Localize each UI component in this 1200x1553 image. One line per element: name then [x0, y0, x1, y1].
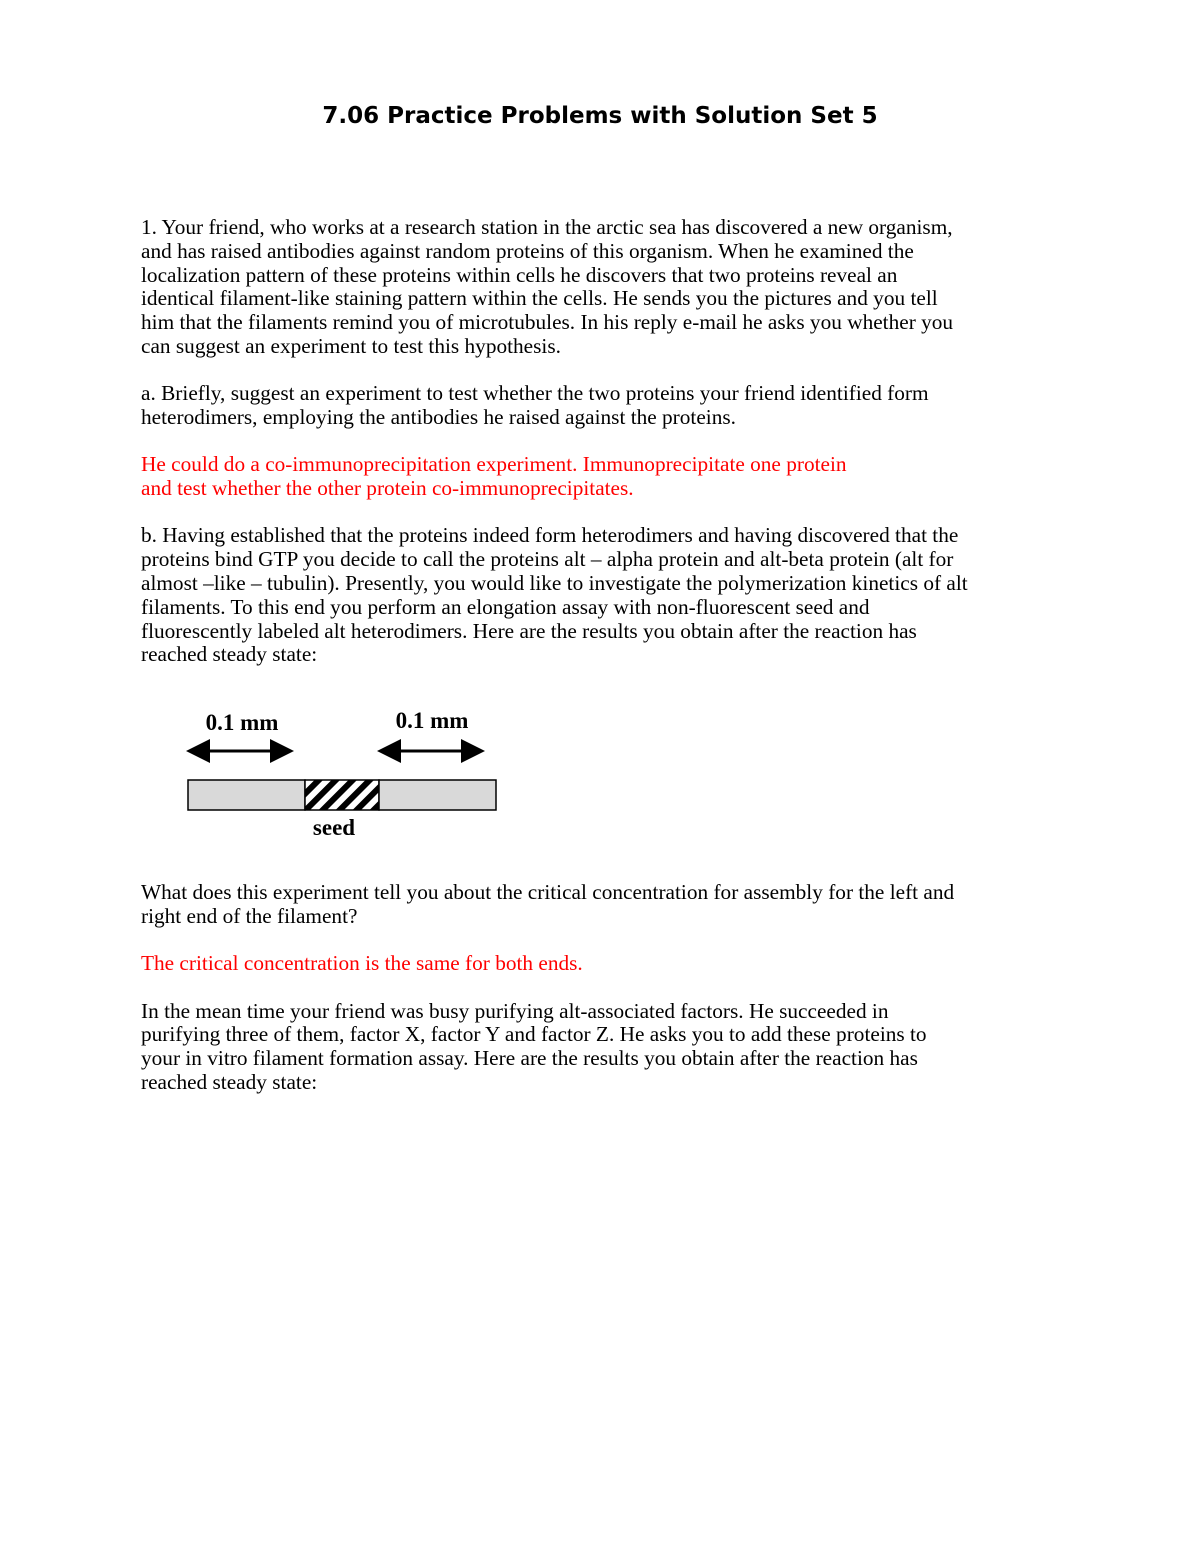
text-line: and has raised antibodies against random proteins of this organism. When he examined the	[141, 238, 914, 263]
text-line: heterodimers, employing the antibodies he raised against the proteins.	[141, 405, 736, 430]
text-line: fluorescently labeled alt heterodimers. Here are the results you obtain after the reaction has	[141, 618, 917, 643]
text-line: your in vitro filament formation assay. Here are the results you obtain after the reaction has	[141, 1046, 918, 1071]
seed-label: seed	[312, 815, 356, 841]
answer-line: and test whether the other protein co-immunoprecipitates.	[141, 476, 634, 501]
text-line: What does this experiment tell you about the critical concentration for assembly for the left and	[141, 880, 955, 905]
right-filament-segment	[379, 780, 496, 810]
question-b	[141, 524, 1071, 667]
answer-a	[141, 453, 1071, 501]
page-title: 7.06 Practice Problems with Solution Set 5	[322, 103, 878, 129]
question-c-intro	[141, 1000, 1071, 1095]
answer-b	[141, 952, 1071, 976]
question-b-prompt	[141, 881, 1071, 929]
answer-line: The critical concentration is the same for both ends.	[141, 951, 583, 976]
text-line: 1. Your friend, who works at a research station in the arctic sea has discovered a new organism,	[141, 215, 953, 239]
text-line: In the mean time your friend was busy purifying alt-associated factors. He succeeded in	[141, 998, 889, 1023]
left-filament-segment	[188, 780, 305, 810]
text-line: him that the filaments remind you of microtubules. In his reply e-mail he asks you whether you	[141, 310, 954, 335]
answer-line: He could do a co-immunoprecipitation experiment. Immunoprecipitate one protein	[141, 452, 847, 477]
text-line: right end of the filament?	[141, 904, 358, 929]
text-line: almost –like – tubulin). Presently, you would like to investigate the polymerization kinetics of alt	[141, 571, 968, 596]
document-body	[141, 216, 1071, 1118]
text-line: b. Having established that the proteins indeed form heterodimers and having discovered that the	[141, 523, 959, 548]
right-scale-label: 0.1 mm	[395, 708, 469, 734]
left-scale-label: 0.1 mm	[205, 710, 279, 736]
text-line: proteins bind GTP you decide to call the proteins alt – alpha protein and alt-beta protein (alt for	[141, 547, 954, 572]
text-line: a. Briefly, suggest an experiment to test whether the two proteins your friend identified form	[141, 381, 929, 406]
filament-elongation-figure	[179, 695, 519, 845]
seed-segment	[305, 780, 379, 810]
text-line: filaments. To this end you perform an elongation assay with non-fluorescent seed and	[141, 594, 870, 619]
question-a	[141, 382, 1071, 430]
text-line: purifying three of them, factor X, factor Y and factor Z. He asks you to add these proteins to	[141, 1022, 927, 1047]
text-line: reached steady state:	[141, 1070, 318, 1095]
text-line: reached steady state:	[141, 642, 318, 667]
question-1-intro	[141, 216, 1071, 359]
text-line: localization pattern of these proteins within cells he discovers that two proteins reveal an	[141, 262, 898, 287]
text-line: identical filament-like staining pattern within the cells. He sends you the pictures and you tell	[141, 286, 938, 311]
text-line: can suggest an experiment to test this hypothesis.	[141, 333, 561, 358]
